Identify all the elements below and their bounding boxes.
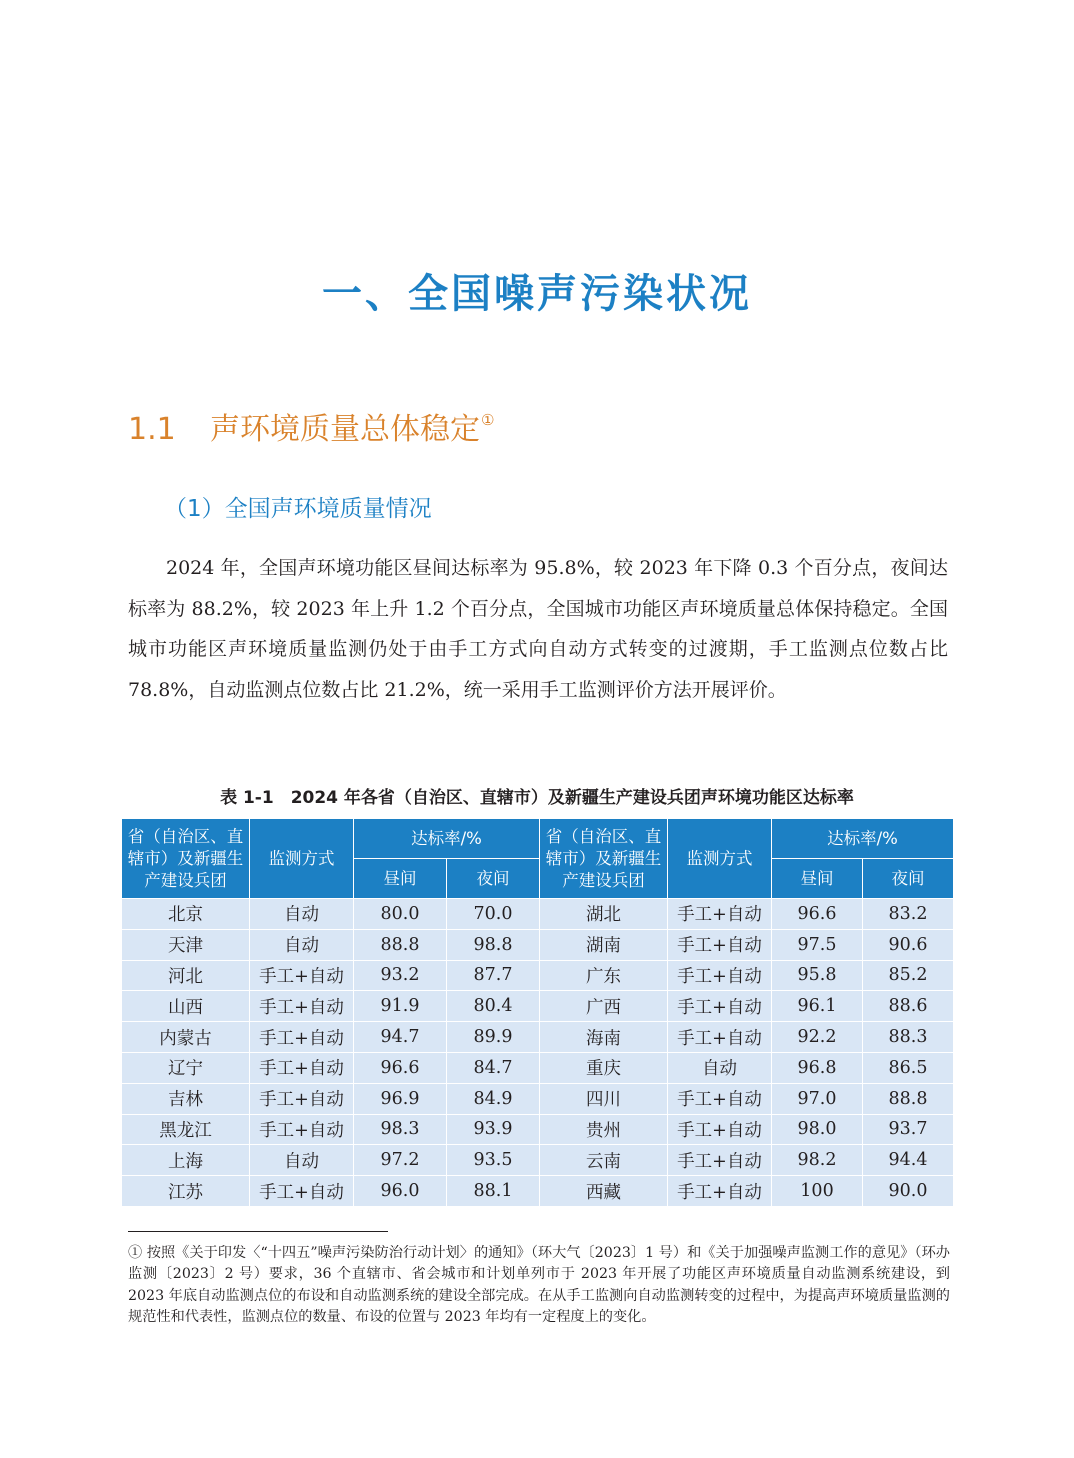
day-rate-cell: 96.1	[772, 991, 863, 1022]
table-row	[122, 1114, 954, 1145]
province-cell: 河北	[122, 960, 250, 991]
header-method: 监测方式	[668, 819, 772, 899]
method-cell: 手工+自动	[250, 1083, 354, 1114]
province-cell: 云南	[540, 1145, 668, 1176]
province-cell: 海南	[540, 1022, 668, 1053]
province-cell: 北京	[122, 899, 250, 930]
province-cell: 西藏	[540, 1176, 668, 1207]
day-rate-cell: 98.2	[772, 1145, 863, 1176]
province-cell: 吉林	[122, 1083, 250, 1114]
province-cell: 内蒙古	[122, 1022, 250, 1053]
method-cell: 手工+自动	[250, 1052, 354, 1083]
footnote-mark[interactable]: ①	[481, 411, 495, 429]
table-row	[122, 899, 954, 930]
day-rate-cell: 98.0	[772, 1114, 863, 1145]
province-cell: 辽宁	[122, 1052, 250, 1083]
header-day: 昼间	[354, 859, 447, 899]
day-rate-cell: 96.0	[354, 1176, 447, 1207]
method-cell: 手工+自动	[668, 1114, 772, 1145]
day-rate-cell: 93.2	[354, 960, 447, 991]
night-rate-cell: 83.2	[863, 899, 954, 930]
method-cell: 手工+自动	[668, 1022, 772, 1053]
province-cell: 上海	[122, 1145, 250, 1176]
night-rate-cell: 87.7	[447, 960, 540, 991]
header-day: 昼间	[772, 859, 863, 899]
header-night: 夜间	[447, 859, 540, 899]
table-row	[122, 1176, 954, 1207]
method-cell: 手工+自动	[668, 991, 772, 1022]
night-rate-cell: 90.0	[863, 1176, 954, 1207]
section-heading	[128, 404, 494, 448]
table-row	[122, 1083, 954, 1114]
province-cell: 天津	[122, 929, 250, 960]
night-rate-cell: 93.5	[447, 1145, 540, 1176]
night-rate-cell: 98.8	[447, 929, 540, 960]
header-rate: 达标率/%	[772, 819, 954, 859]
day-rate-cell: 80.0	[354, 899, 447, 930]
header-night: 夜间	[863, 859, 954, 899]
day-rate-cell: 97.0	[772, 1083, 863, 1114]
footnote: ① 按照《关于印发〈“十四五”噪声污染防治行动计划〉的通知》（环大气〔2023〕1 号）和《关于加强噪声监测工作的意见》（环办监测〔2023〕2 号）要求，36 个直辖市、省会城市和计划单列市于 2023 年开展了功能区声环境质量自动监测系统建设，到 2023 年底自动监测点位的布设和自动监测系统的建设全部完成。在从手工监测向自动监测转变的过程中，为提高声环境质量监测的规范性和代表性，监测点位的数量、布设的位置与 2023 年均有一定程度上的变化。	[128, 1245, 950, 1326]
day-rate-cell: 100	[772, 1176, 863, 1207]
province-cell: 黑龙江	[122, 1114, 250, 1145]
table-caption: 表 1-1 2024 年各省（自治区、直辖市）及新疆生产建设兵团声环境功能区达标率	[220, 788, 854, 808]
province-cell: 广东	[540, 960, 668, 991]
province-cell: 湖南	[540, 929, 668, 960]
method-cell: 手工+自动	[250, 960, 354, 991]
section-title: 声环境质量总体稳定	[210, 412, 480, 447]
province-cell: 重庆	[540, 1052, 668, 1083]
table-row	[122, 1145, 954, 1176]
province-cell: 湖北	[540, 899, 668, 930]
method-cell: 手工+自动	[668, 1083, 772, 1114]
method-cell: 自动	[250, 929, 354, 960]
day-rate-cell: 96.8	[772, 1052, 863, 1083]
night-rate-cell: 70.0	[447, 899, 540, 930]
table-row	[122, 960, 954, 991]
day-rate-cell: 96.6	[354, 1052, 447, 1083]
night-rate-cell: 84.7	[447, 1052, 540, 1083]
day-rate-cell: 91.9	[354, 991, 447, 1022]
body-paragraph: 2024 年，全国声环境功能区昼间达标率为 95.8%，较 2023 年下降 0.3 个百分点，夜间达标率为 88.2%，较 2023 年上升 1.2 个百分点，全国城市功能区声环境质量总体保持稳定。全国城市功能区声环境质量监测仍处于由手工方式向自动方式转变的过渡期，手工监测点位数占比 78.8%，自动监测点位数占比 21.2%，统一采用手工监测评价方法开展评价。	[128, 557, 948, 701]
night-rate-cell: 84.9	[447, 1083, 540, 1114]
table-row	[122, 929, 954, 960]
method-cell: 手工+自动	[250, 991, 354, 1022]
province-cell: 贵州	[540, 1114, 668, 1145]
method-cell: 手工+自动	[668, 899, 772, 930]
table-row	[122, 1052, 954, 1083]
day-rate-cell: 92.2	[772, 1022, 863, 1053]
night-rate-cell: 93.9	[447, 1114, 540, 1145]
header-method: 监测方式	[250, 819, 354, 899]
night-rate-cell: 94.4	[863, 1145, 954, 1176]
section-number: 1.1	[128, 412, 176, 447]
compliance-rate-table	[121, 818, 954, 1207]
night-rate-cell: 90.6	[863, 929, 954, 960]
night-rate-cell: 88.3	[863, 1022, 954, 1053]
night-rate-cell: 93.7	[863, 1114, 954, 1145]
method-cell: 自动	[250, 1145, 354, 1176]
province-cell: 江苏	[122, 1176, 250, 1207]
method-cell: 自动	[250, 899, 354, 930]
night-rate-cell: 86.5	[863, 1052, 954, 1083]
day-rate-cell: 97.5	[772, 929, 863, 960]
method-cell: 手工+自动	[250, 1176, 354, 1207]
night-rate-cell: 80.4	[447, 991, 540, 1022]
header-rate: 达标率/%	[354, 819, 540, 859]
method-cell: 手工+自动	[250, 1022, 354, 1053]
footnote-divider	[128, 1231, 388, 1232]
method-cell: 手工+自动	[668, 960, 772, 991]
method-cell: 手工+自动	[668, 1145, 772, 1176]
method-cell: 手工+自动	[668, 929, 772, 960]
header-province: 省（自治区、直辖市）及新疆生产建设兵团	[122, 819, 250, 899]
province-cell: 四川	[540, 1083, 668, 1114]
method-cell: 自动	[668, 1052, 772, 1083]
header-province: 省（自治区、直辖市）及新疆生产建设兵团	[540, 819, 668, 899]
night-rate-cell: 85.2	[863, 960, 954, 991]
night-rate-cell: 88.6	[863, 991, 954, 1022]
table-row	[122, 991, 954, 1022]
night-rate-cell: 89.9	[447, 1022, 540, 1053]
province-cell: 广西	[540, 991, 668, 1022]
subsection-heading: （1）全国声环境质量情况	[164, 496, 432, 522]
table-row	[122, 1022, 954, 1053]
night-rate-cell: 88.1	[447, 1176, 540, 1207]
day-rate-cell: 97.2	[354, 1145, 447, 1176]
method-cell: 手工+自动	[668, 1176, 772, 1207]
day-rate-cell: 95.8	[772, 960, 863, 991]
province-cell: 山西	[122, 991, 250, 1022]
chapter-title: 一、全国噪声污染状况	[322, 271, 752, 317]
day-rate-cell: 94.7	[354, 1022, 447, 1053]
day-rate-cell: 96.9	[354, 1083, 447, 1114]
method-cell: 手工+自动	[250, 1114, 354, 1145]
day-rate-cell: 98.3	[354, 1114, 447, 1145]
day-rate-cell: 96.6	[772, 899, 863, 930]
day-rate-cell: 88.8	[354, 929, 447, 960]
night-rate-cell: 88.8	[863, 1083, 954, 1114]
